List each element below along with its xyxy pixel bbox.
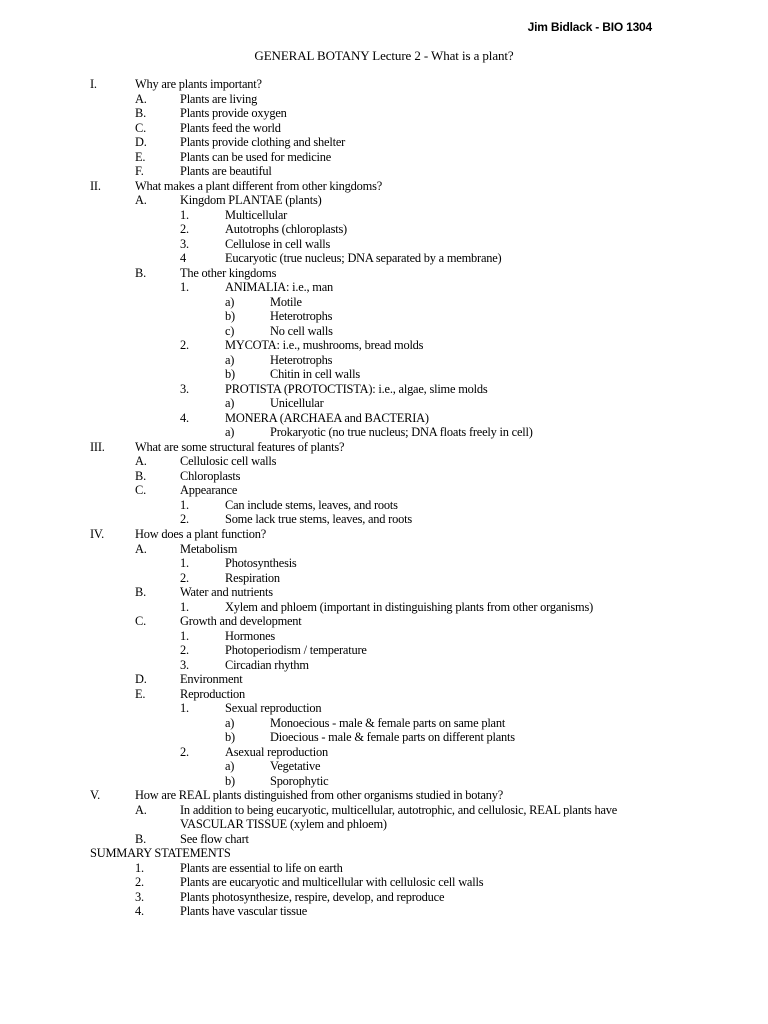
outline-marker: a) <box>225 294 235 309</box>
outline-marker: 2. <box>180 744 189 759</box>
outline-marker: a) <box>225 352 235 367</box>
outline-line <box>0 382 768 397</box>
outline-line <box>0 324 768 339</box>
outline-marker: A. <box>135 802 147 817</box>
outline-line <box>0 179 768 194</box>
page-title: GENERAL BOTANY Lecture 2 - What is a plant? <box>254 48 514 63</box>
outline-marker: 1. <box>180 628 189 643</box>
outline-marker: I. <box>90 77 97 91</box>
outline-line <box>0 658 768 673</box>
outline-marker: 1. <box>180 280 189 295</box>
outline-text: Chitin in cell walls <box>270 367 360 382</box>
outline-text: Heterotrophs <box>270 309 333 324</box>
outline-line <box>0 266 768 281</box>
outline-marker: 1. <box>180 599 189 614</box>
outline-text: Cellulose in cell walls <box>225 236 331 251</box>
outline-line <box>0 542 768 557</box>
summary-text: Plants have vascular tissue <box>180 904 308 919</box>
outline-line <box>0 208 768 223</box>
outline-marker: A. <box>135 454 147 469</box>
outline-marker: 2. <box>180 222 189 237</box>
outline-line <box>0 396 768 411</box>
outline-text: Cellulosic cell walls <box>180 454 277 469</box>
summary-marker: 3. <box>135 889 144 904</box>
outline-line <box>0 425 768 440</box>
outline-text: Photosynthesis <box>225 556 297 571</box>
outline-marker: III. <box>90 439 105 454</box>
header-author: Jim Bidlack - BIO 1304 <box>527 20 652 34</box>
summary-item <box>0 861 768 876</box>
outline-marker: D. <box>135 672 147 687</box>
outline-line <box>0 614 768 629</box>
outline-line <box>0 701 768 716</box>
outline-line <box>0 251 768 266</box>
summary-item <box>0 875 768 890</box>
outline-line <box>0 353 768 368</box>
outline-text: PROTISTA (PROTOCTISTA): i.e., algae, slime molds <box>225 381 488 396</box>
outline-marker: 3. <box>180 657 189 672</box>
outline-line <box>0 832 768 847</box>
outline-marker: C. <box>135 483 146 498</box>
outline-marker: 2. <box>180 570 189 585</box>
outline-text: Appearance <box>180 483 238 498</box>
outline-line <box>0 571 768 586</box>
outline-text: Plants are beautiful <box>180 164 272 179</box>
outline-line <box>0 309 768 324</box>
outline-line <box>0 730 768 745</box>
outline-marker: II. <box>90 178 101 193</box>
outline-line <box>0 150 768 165</box>
outline-marker: b) <box>225 730 235 745</box>
outline-text: Plants are living <box>180 91 258 106</box>
outline-text: See flow chart <box>180 831 249 846</box>
outline-line <box>0 106 768 121</box>
outline-marker: 2. <box>180 512 189 527</box>
outline-text: No cell walls <box>270 323 333 338</box>
outline-line <box>0 803 768 832</box>
summary-marker: 1. <box>135 860 144 875</box>
summary-heading: SUMMARY STATEMENTS <box>90 846 231 861</box>
outline-marker: 1. <box>180 556 189 571</box>
outline-line <box>0 788 768 803</box>
outline-text: Monoecious - male & female parts on same plant <box>270 715 506 730</box>
outline-line <box>0 222 768 237</box>
outline-line <box>0 498 768 513</box>
outline-line <box>0 454 768 469</box>
outline-text: Asexual reproduction <box>225 744 329 759</box>
outline-line <box>0 440 768 455</box>
outline-line <box>0 745 768 760</box>
outline-text: Eucaryotic (true nucleus; DNA separated by a membrane) <box>225 251 502 266</box>
outline-marker: 1. <box>180 207 189 222</box>
outline-line <box>0 672 768 687</box>
outline-line <box>0 469 768 484</box>
outline-text: Growth and development <box>180 614 302 629</box>
outline-text: ANIMALIA: i.e., man <box>225 280 334 295</box>
outline-text: Heterotrophs <box>270 352 333 367</box>
outline-text: The other kingdoms <box>180 265 277 280</box>
outline-line <box>0 92 768 107</box>
outline-line <box>0 280 768 295</box>
outline-text: Sexual reproduction <box>225 701 322 716</box>
outline-text: Can include stems, leaves, and roots <box>225 497 398 512</box>
outline-marker: C. <box>135 614 146 629</box>
outline-marker: a) <box>225 396 235 411</box>
outline-marker: V. <box>90 788 101 803</box>
outline-line <box>0 774 768 789</box>
outline <box>0 77 768 919</box>
summary-section <box>0 846 768 861</box>
outline-marker: E. <box>135 686 146 701</box>
outline-marker: 3. <box>180 381 189 396</box>
outline-text: Dioecious - male & female parts on different plants <box>270 730 515 745</box>
outline-text: What are some structural features of plants? <box>135 439 345 454</box>
outline-text: Why are plants important? <box>135 77 262 91</box>
outline-marker: A. <box>135 91 147 106</box>
outline-text: Photoperiodism / temperature <box>225 643 367 658</box>
outline-text: Motile <box>270 294 302 309</box>
outline-marker: B. <box>135 585 146 600</box>
outline-marker: D. <box>135 135 147 150</box>
outline-text: MYCOTA: i.e., mushrooms, bread molds <box>225 338 424 353</box>
outline-line <box>0 483 768 498</box>
outline-text: Vegetative <box>270 759 321 774</box>
outline-text: How are REAL plants distinguished from other organisms studied in botany? <box>135 788 504 803</box>
outline-marker: c) <box>225 323 235 338</box>
outline-line <box>0 411 768 426</box>
outline-marker: B. <box>135 831 146 846</box>
outline-text: Unicellular <box>270 396 324 411</box>
outline-text: Circadian rhythm <box>225 657 309 672</box>
outline-marker: A. <box>135 541 147 556</box>
outline-marker: 1. <box>180 497 189 512</box>
outline-text: How does a plant function? <box>135 526 267 541</box>
outline-text: Metabolism <box>180 541 238 556</box>
summary-marker: 4. <box>135 904 144 919</box>
outline-text: Xylem and phloem (important in distinguishing plants from other organisms) <box>225 599 594 614</box>
outline-text: Multicellular <box>225 207 288 222</box>
outline-marker: IV. <box>90 526 104 541</box>
outline-line <box>0 600 768 615</box>
summary-marker: 2. <box>135 875 144 890</box>
summary-text: Plants are eucaryotic and multicellular with cellulosic cell walls <box>180 875 484 890</box>
outline-marker: F. <box>135 164 144 179</box>
summary-item <box>0 890 768 905</box>
outline-text: Hormones <box>225 628 276 643</box>
outline-marker: 2. <box>180 643 189 658</box>
outline-line <box>0 585 768 600</box>
outline-marker: B. <box>135 468 146 483</box>
outline-text: Respiration <box>225 570 280 585</box>
outline-marker: a) <box>225 715 235 730</box>
outline-marker: 2. <box>180 338 189 353</box>
outline-line <box>0 716 768 731</box>
outline-text: Sporophytic <box>270 773 329 788</box>
outline-text: MONERA (ARCHAEA and BACTERIA) <box>225 410 429 425</box>
outline-line <box>0 237 768 252</box>
outline-line <box>0 338 768 353</box>
outline-line <box>0 193 768 208</box>
outline-marker: A. <box>135 193 147 208</box>
outline-marker: 4. <box>180 410 189 425</box>
outline-text: Water and nutrients <box>180 585 273 600</box>
outline-text: Prokaryotic (no true nucleus; DNA floats freely in cell) <box>270 425 533 440</box>
outline-marker: B. <box>135 106 146 121</box>
outline-marker: 1. <box>180 701 189 716</box>
outline-line <box>0 512 768 527</box>
outline-marker: C. <box>135 120 146 135</box>
outline-text: What makes a plant different from other kingdoms? <box>135 178 382 193</box>
outline-marker: a) <box>225 425 235 440</box>
outline-marker: a) <box>225 759 235 774</box>
outline-text: Kingdom PLANTAE (plants) <box>180 193 322 208</box>
outline-marker: 3. <box>180 236 189 251</box>
outline-line <box>0 527 768 542</box>
outline-line <box>0 135 768 150</box>
outline-text: Autotrophs (chloroplasts) <box>225 222 347 237</box>
outline-line <box>0 759 768 774</box>
outline-marker: b) <box>225 367 235 382</box>
outline-text: Plants provide clothing and shelter <box>180 135 346 150</box>
summary-text: Plants photosynthesize, respire, develop, and reproduce <box>180 889 445 904</box>
outline-marker: b) <box>225 309 235 324</box>
outline-text: In addition to being eucaryotic, multicellular, autotrophic, and cellulosic, REAL plants have VASCULAR TISSUE (xylem and phloem) <box>180 802 618 832</box>
outline-marker: E. <box>135 149 146 164</box>
summary-item <box>0 904 768 919</box>
outline-text: Plants feed the world <box>180 120 281 135</box>
summary-text: Plants are essential to life on earth <box>180 860 343 875</box>
outline-text: Plants can be used for medicine <box>180 149 332 164</box>
outline-text: Environment <box>180 672 243 687</box>
outline-marker: b) <box>225 773 235 788</box>
outline-text: Plants provide oxygen <box>180 106 287 121</box>
outline-text: Some lack true stems, leaves, and roots <box>225 512 412 527</box>
outline-marker: 4 <box>180 251 186 266</box>
outline-text: Chloroplasts <box>180 468 241 483</box>
outline-line <box>0 687 768 702</box>
outline-line <box>0 556 768 571</box>
outline-marker: B. <box>135 265 146 280</box>
outline-line <box>0 367 768 382</box>
outline-line <box>0 295 768 310</box>
outline-line <box>0 629 768 644</box>
outline-line <box>0 121 768 136</box>
outline-text: Reproduction <box>180 686 246 701</box>
outline-line <box>0 77 768 92</box>
outline-line <box>0 164 768 179</box>
outline-line <box>0 643 768 658</box>
